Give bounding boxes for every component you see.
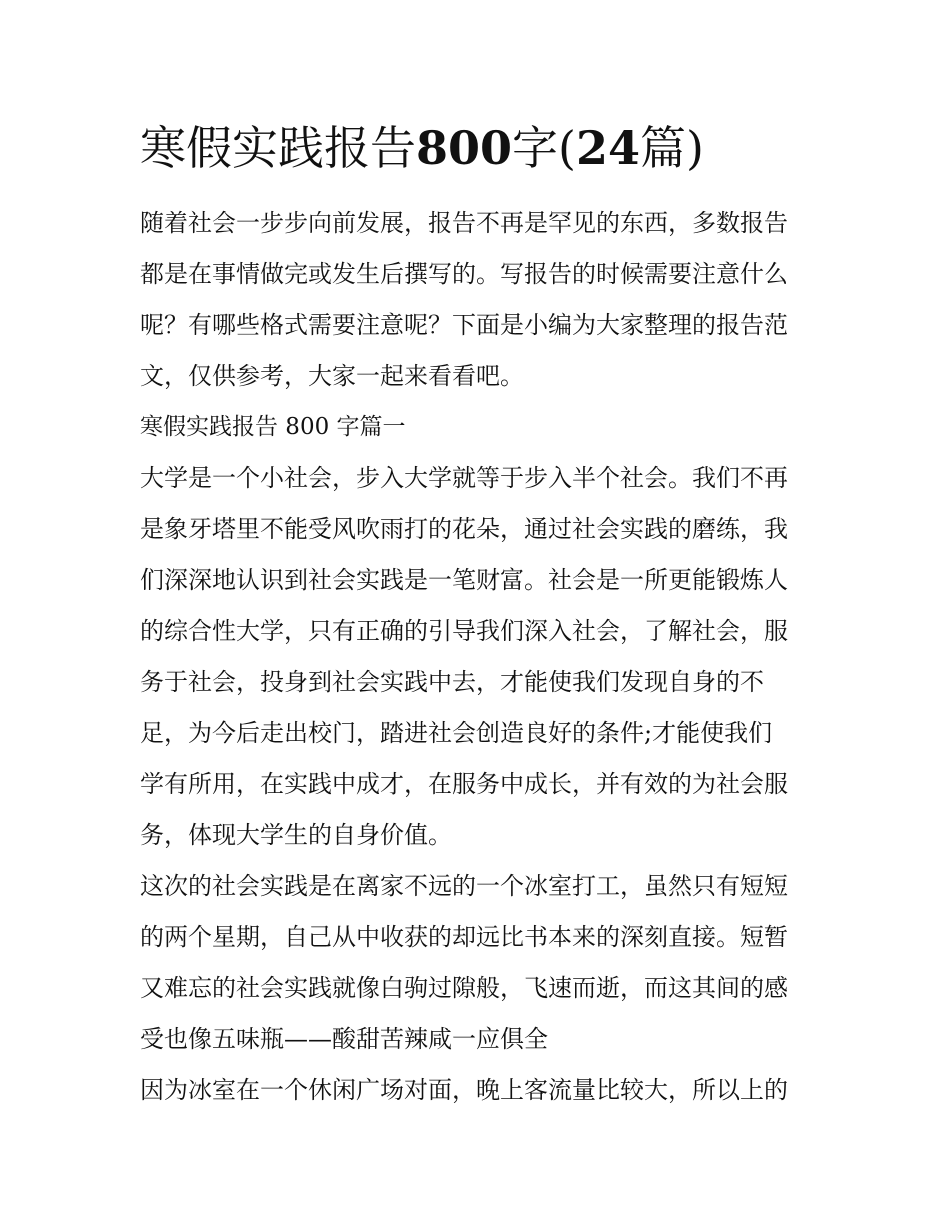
body-line: 学有所用，在实践中成才，在服务中成长，并有效的为社会服: [140, 770, 788, 798]
body-line: 文，仅供参考，大家一起来看看吧。: [140, 362, 524, 390]
title-text: 寒假实践报告: [140, 121, 416, 175]
title-text-char: 字(: [512, 121, 576, 175]
title-text-pian: 篇): [640, 121, 704, 175]
body-line: 受也像五味瓶——酸甜苦辣咸一应俱全: [140, 1025, 548, 1053]
body-line: 又难忘的社会实践就像白驹过隙般，飞速而逝，而这其间的感: [140, 974, 788, 1002]
body-line: 呢？有哪些格式需要注意呢？下面是小编为大家整理的报告范: [140, 311, 788, 339]
body-line: 这次的社会实践是在离家不远的一个冰室打工，虽然只有短短: [140, 872, 788, 900]
body-line: 都是在事情做完或发生后撰写的。写报告的时候需要注意什么: [140, 260, 788, 288]
body-line: 因为冰室在一个休闲广场对面，晚上客流量比较大，所以上的: [140, 1076, 788, 1104]
body-line: 随着社会一步步向前发展，报告不再是罕见的东西，多数报告: [140, 209, 788, 237]
body-line: 是象牙塔里不能受风吹雨打的花朵，通过社会实践的磨练，我: [140, 515, 788, 543]
body-line: 的综合性大学，只有正确的引导我们深入社会，了解社会，服: [140, 617, 788, 645]
title-number-800: 800: [416, 121, 513, 175]
body-line: 务于社会，投身到社会实践中去，才能使我们发现自身的不: [140, 668, 764, 696]
body-line: 的两个星期，自己从中收获的却远比书本来的深刻直接。短暂: [140, 923, 788, 951]
body-line: 们深深地认识到社会实践是一笔财富。社会是一所更能锻炼人: [140, 566, 788, 594]
section-heading: 寒假实践报告 800 字篇一: [140, 414, 406, 440]
document-body: [140, 198, 815, 1116]
body-line: 务，体现大学生的自身价值。: [140, 821, 452, 849]
body-line: 足，为今后走出校门，踏进社会创造良好的条件;才能使我们: [140, 719, 773, 747]
body-line: 大学是一个小社会，步入大学就等于步入半个社会。我们不再: [140, 464, 788, 492]
title-number-24: 24: [575, 121, 640, 175]
document-title: [140, 118, 704, 178]
